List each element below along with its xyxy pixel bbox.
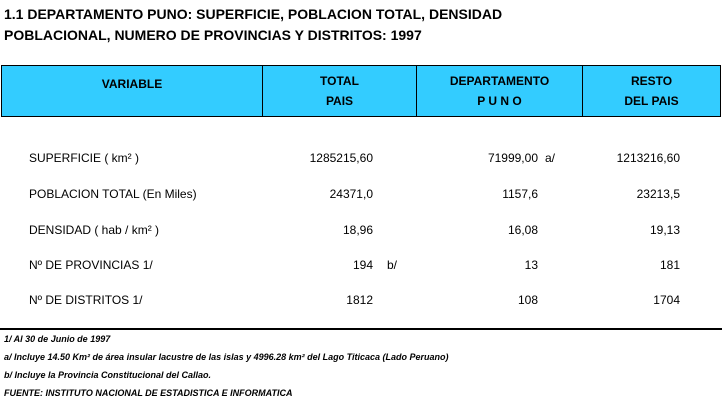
cell-departamento: 13	[524, 258, 538, 272]
header-total-line-1: TOTAL	[320, 74, 359, 88]
header-total	[263, 74, 416, 108]
table-row	[0, 290, 724, 310]
row-label: POBLACION TOTAL (En Miles)	[29, 187, 197, 201]
header-departamento-line-2: P U N O	[477, 94, 522, 108]
cell-total: 24371,0	[329, 187, 373, 201]
cell-resto: 23213,5	[636, 187, 680, 201]
cell-resto: 181	[659, 258, 680, 272]
cell-total: 1285215,60	[309, 151, 373, 165]
table-header	[1, 65, 721, 117]
title-line-2: POBLACIONAL, NUMERO DE PROVINCIAS Y DISTRITOS: 1997	[4, 27, 422, 43]
table-row	[0, 220, 724, 240]
row-label: Nº DE PROVINCIAS 1/	[29, 258, 153, 272]
cell-resto: 1213216,60	[616, 151, 680, 165]
table-row	[0, 255, 724, 275]
title-line-1: 1.1 DEPARTAMENTO PUNO: SUPERFICIE, POBLACION TOTAL, DENSIDAD	[4, 6, 503, 22]
table-row	[0, 148, 724, 168]
cell-total: 18,96	[342, 223, 373, 237]
header-departamento-line-1: DEPARTAMENTO	[449, 74, 550, 88]
cell-total-note: b/	[387, 258, 398, 272]
footer-divider	[0, 328, 722, 330]
table-row	[0, 184, 724, 204]
source-note: FUENTE: INSTITUTO NACIONAL DE ESTADISTICA E INFORMATICA	[4, 388, 293, 398]
header-resto-line-1: RESTO	[630, 74, 673, 88]
footnote-1: 1/ Al 30 de Junio de 1997	[4, 334, 111, 344]
header-resto	[583, 74, 720, 108]
cell-total: 1812	[346, 293, 373, 307]
cell-departamento: 16,08	[507, 223, 538, 237]
cell-departamento-note: a/	[545, 151, 556, 165]
cell-departamento: 71999,00	[487, 151, 538, 165]
header-resto-line-2: DEL PAIS	[624, 94, 679, 108]
cell-total: 194	[352, 258, 373, 272]
header-total-line-2: PAIS	[325, 94, 354, 108]
cell-departamento: 108	[517, 293, 538, 307]
row-label: Nº DE DISTRITOS 1/	[29, 293, 143, 307]
cell-resto: 19,13	[649, 223, 680, 237]
footnote-b: b/ Incluye la Provincia Constitucional del Callao.	[4, 370, 212, 380]
page-title	[4, 4, 502, 46]
cell-departamento: 1157,6	[502, 187, 538, 201]
footnote-a: a/ Incluye 14.50 Km² de área insular lacustre de las islas y 4996.28 km² del Lago Titicaca (Lado Peruano)	[4, 352, 449, 362]
cell-resto: 1704	[653, 293, 680, 307]
header-departamento	[417, 74, 582, 108]
row-label: DENSIDAD ( hab / km² )	[29, 223, 160, 237]
row-label: SUPERFICIE ( km² )	[29, 151, 139, 165]
header-variable: VARIABLE	[101, 77, 163, 91]
